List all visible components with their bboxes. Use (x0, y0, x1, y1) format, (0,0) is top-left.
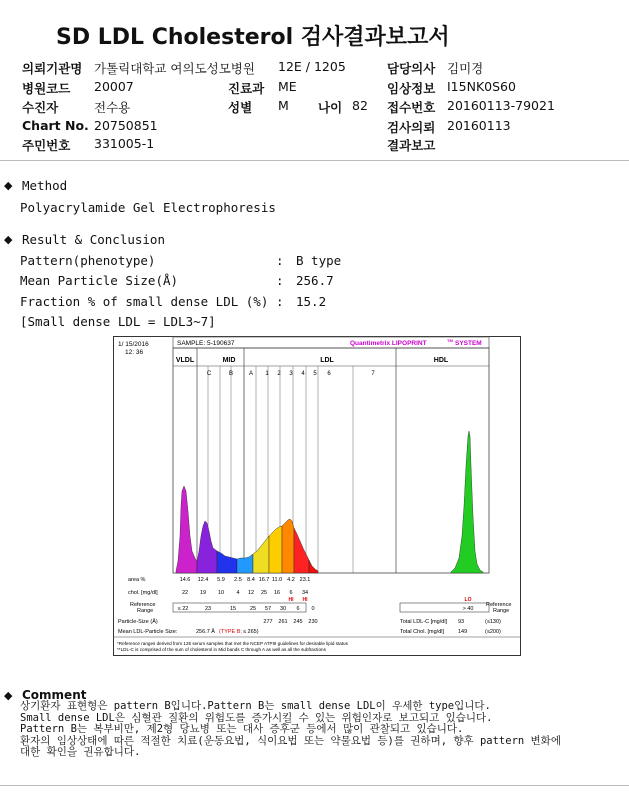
info-value: 가톨릭대학교 여의도성모병원 (94, 61, 255, 76)
ref-value: > 40 (462, 606, 474, 612)
comment-line: Pattern B는 복부비만, 제2형 당뇨병 또는 대사 증후군 등에서 많이 관찰되고 있습니다. (20, 723, 464, 735)
area-value: 4.2 (287, 577, 295, 583)
ref-row-label: Range (493, 608, 510, 614)
section-bullet-icon: ◆ (4, 179, 13, 192)
ref-value: ≤ 22 (177, 606, 189, 612)
group-label: MID (222, 357, 236, 364)
info-label: 담당의사 (387, 61, 436, 76)
total-ldl-ref: (≤130) (485, 619, 501, 625)
info-label: 병원코드 (22, 81, 71, 96)
ref-value: 57 (264, 606, 272, 612)
group-label: LDL (320, 357, 334, 364)
chol-value: 34 (301, 590, 309, 596)
band-label: 4 (301, 371, 305, 377)
info-value: 331005-1 (94, 136, 155, 151)
chol-value: 12 (247, 590, 255, 596)
method-text: Polyacrylamide Gel Electrophoresis (20, 200, 276, 215)
result-colon: : (276, 294, 284, 309)
ref-row-label: Range (137, 608, 154, 614)
info-value: 82 (352, 98, 368, 113)
info-label: 성별 (228, 100, 253, 115)
chol-value: 4 (236, 590, 240, 596)
area-value: 11.0 (271, 577, 283, 583)
band-label: C (206, 371, 212, 377)
ref-row-label: Reference (130, 602, 156, 608)
area-value: 12.4 (197, 577, 209, 583)
chol-value: 16 (273, 590, 281, 596)
psize-value: 277 (263, 619, 273, 625)
info-label: 수진자 (22, 100, 59, 115)
info-value: 20750851 (94, 118, 158, 133)
chol-value: 6 (289, 590, 293, 596)
chart-frame (114, 337, 521, 656)
info-value: M (278, 98, 289, 113)
info-value: 12E / 1205 (278, 59, 346, 74)
mean-value: 256.7 Å (196, 629, 215, 635)
comment-heading: Comment (22, 688, 87, 702)
chart-time: 12: 36 (125, 349, 144, 356)
ref-value: 30 (279, 606, 287, 612)
info-value: I15NK0S60 (447, 79, 516, 94)
band-label: 7 (371, 371, 375, 377)
area-value: 14.6 (179, 577, 191, 583)
brand-tm: TM (447, 338, 453, 343)
info-label: 검사의뢰 (387, 120, 436, 135)
result-value: 15.2 (296, 294, 327, 309)
info-label: 주민번호 (22, 138, 71, 153)
band-label: 6 (327, 371, 331, 377)
comment-line: 상기환자 표현형은 pattern B입니다.Pattern B는 small dense LDL이 우세한 type입니다. (20, 700, 491, 712)
group-label: VLDL (175, 357, 195, 364)
area-value: 5.9 (217, 577, 225, 583)
ldl3-peak (282, 519, 294, 573)
total-chol-value: 149 (458, 629, 468, 635)
method-heading: Method (22, 178, 68, 193)
footnote: *Reference ranges derived from 125 serum samples that met the NCEP ATPIII guidelines for desirable lipid status (117, 641, 348, 646)
comment-line: 대한 확인을 권유합니다. (20, 746, 141, 758)
ref-row-label: Reference (486, 602, 512, 608)
brand-suffix: SYSTEM (455, 340, 482, 347)
result-label: Pattern(phenotype) (20, 253, 156, 268)
chart-date: 1/ 15/2016 (118, 341, 149, 348)
sdldl-note: [Small dense LDL = LDL3~7] (20, 314, 216, 329)
band-label: B (228, 371, 234, 377)
divider (0, 160, 629, 161)
info-value: 20007 (94, 79, 134, 94)
total-chol-label: Total Chol. [mg/dl] (400, 629, 445, 635)
total-ldl-value: 93 (458, 619, 465, 625)
result-heading: Result & Conclusion (22, 232, 165, 247)
comment-line: Small dense LDL은 심혈관 질환의 위험도를 증가시킬 수 있는 위험인자로 보고되고 있습니다. (20, 711, 493, 724)
psize-value: 261 (278, 619, 288, 625)
comment-line: 환자의 임상상태에 따른 적절한 치료(운동요법, 식이요법 또는 약물요법 등)를 권하며, 향후 pattern 변화에 (20, 734, 561, 747)
info-value: ME (278, 79, 297, 94)
chol-row-label: chol. [mg/dl] (128, 590, 158, 596)
chol-value: 10 (217, 590, 225, 596)
result-value: 256.7 (296, 273, 334, 288)
area-value: 2.5 (234, 577, 242, 583)
band-label: 1 (265, 371, 269, 377)
divider (0, 785, 629, 786)
band-label: 3 (289, 371, 293, 377)
chol-value: 25 (260, 590, 268, 596)
flag-hi: HI (288, 597, 294, 603)
result-label: Fraction % of small dense LDL (%) (20, 294, 269, 309)
ref-value: 15 (229, 606, 237, 612)
group-label: HDL (433, 357, 449, 364)
area-value: 23.1 (299, 577, 311, 583)
result-label: Mean Particle Size(Å) (20, 273, 179, 288)
chol-value: 19 (199, 590, 207, 596)
info-label: 의뢰기관명 (22, 61, 83, 76)
info-label: 결과보고 (387, 138, 436, 153)
area-value: 16.7 (258, 577, 270, 583)
info-label: 나이 (318, 100, 343, 115)
sample-id: SAMPLE: 5-190637 (177, 340, 235, 347)
info-label: Chart No. (22, 118, 89, 133)
section-bullet-icon: ◆ (4, 233, 13, 246)
chol-value: 22 (181, 590, 189, 596)
band-label: 2 (277, 371, 281, 377)
psize-value: 230 (308, 619, 318, 625)
brand-name: Quantimetrix LIPOPRINT (350, 340, 427, 347)
psize-value: 245 (293, 619, 303, 625)
section-bullet-icon: ◆ (4, 689, 13, 702)
psize-row-label: Particle-Size (Å) (118, 619, 158, 625)
result-colon: : (276, 253, 284, 268)
band-label: A (248, 371, 254, 377)
report-title: SD LDL Cholesterol 검사결과보고서 (56, 25, 450, 50)
info-value: 20160113-79021 (447, 98, 555, 113)
info-label: 접수번호 (387, 100, 436, 115)
ref-value: 23 (204, 606, 212, 612)
total-chol-ref: (≤200) (485, 629, 501, 635)
ref-value: 25 (249, 606, 257, 612)
info-value: 20160113 (447, 118, 511, 133)
electrophoresis-chart (113, 336, 521, 656)
mean-type-end: ≤ 265) (243, 629, 259, 635)
info-value: 전수용 (94, 100, 131, 115)
info-label: 임상정보 (387, 81, 436, 96)
result-value: B type (296, 253, 342, 268)
info-value: 김미경 (447, 61, 484, 76)
flag-lo: LO (464, 597, 472, 603)
flag-hi: HI (302, 597, 308, 603)
area-value: 8.4 (247, 577, 255, 583)
total-ldl-label: Total LDL-C [mg/dl] (400, 619, 448, 625)
info-label: 진료과 (228, 81, 265, 96)
area-row-label: area % (128, 577, 146, 583)
ref-value: 6 (296, 606, 300, 612)
ref-value: 0 (311, 606, 315, 612)
result-colon: : (276, 273, 284, 288)
mean-type: (TYPE B; (219, 629, 242, 635)
footnote: **LDL-C is comprised of the sum of cholesterol in Mid bands C through A as well as all the subfractions (117, 647, 326, 652)
mean-label: Mean LDL-Particle Size: (118, 629, 178, 635)
band-label: 5 (313, 371, 317, 377)
